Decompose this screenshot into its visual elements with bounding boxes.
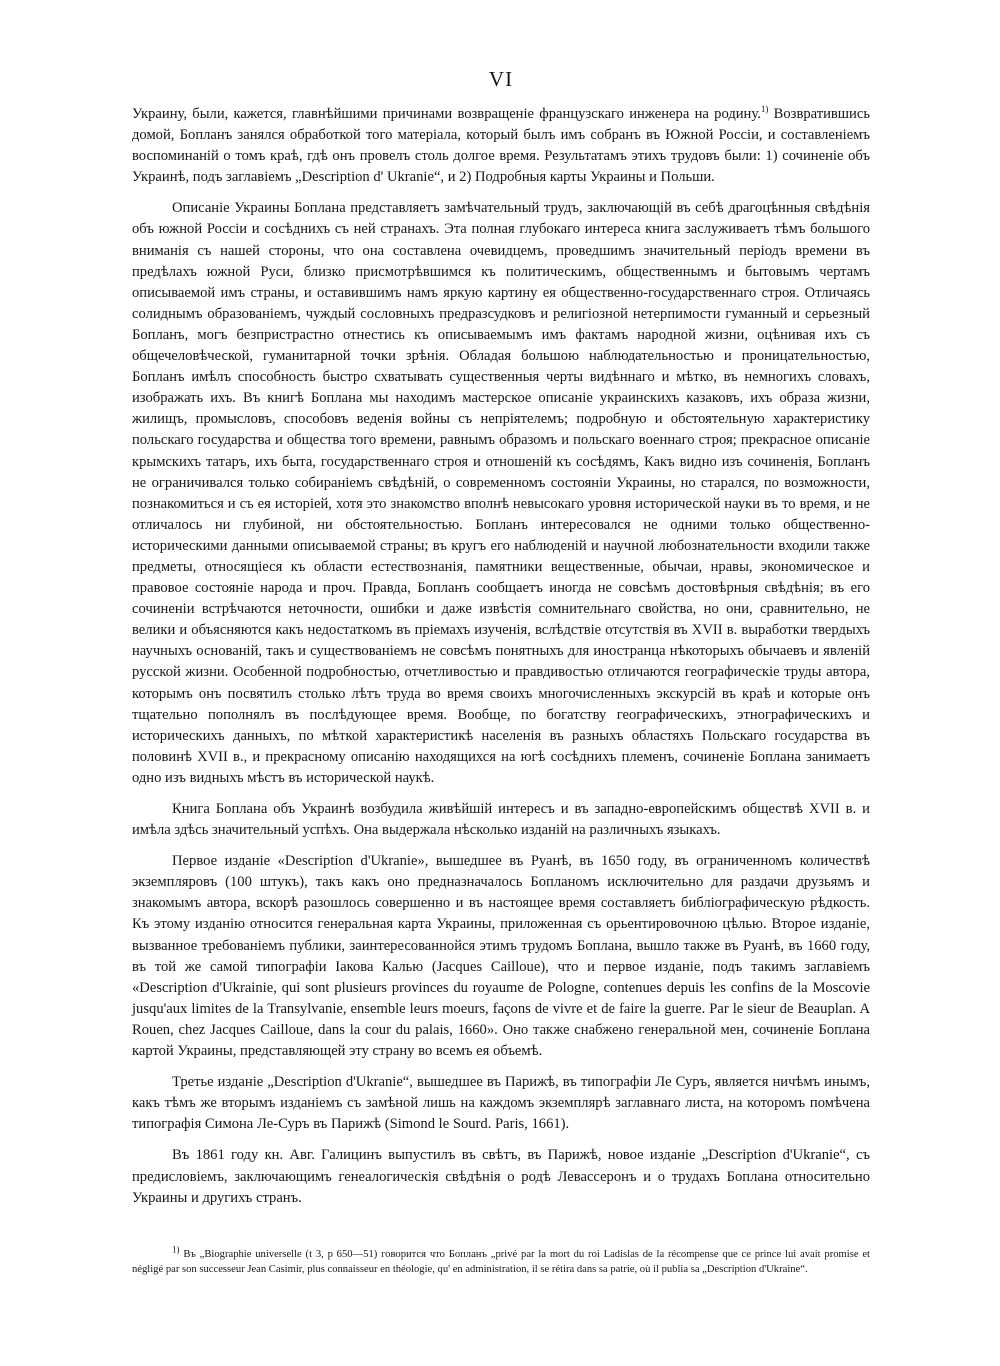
paragraph-1 (132, 104, 870, 188)
paragraph-1-text-continued: Возвратившись домой, Бопланъ занялся обработкой того матерiала, который былъ имъ собранъ въ Южной Россiи, и составленiемъ воспоминанiй о томъ краѣ, гдѣ онъ провелъ столь долгое время. Результатамъ этихъ трудовъ были: 1) сочиненiе объ Украинѣ, подъ заглавiемъ „Description d' Ukranie“, и 2) Подробныя карты Украины и Польши. (132, 106, 870, 186)
document-page (132, 66, 870, 1277)
paragraph-4: Первое изданiе «Description d'Ukranie», вышедшее въ Руанѣ, въ 1650 году, въ ограниченномъ количествѣ экземпляровъ (100 штукъ), такъ какъ оно предназначалось Бопланомъ исключительно для раздачи друзьямъ и знакомымъ автора, вскорѣ разошлось совершенно и въ настоящее время составляетъ библiографическую рѣдкость. Къ этому изданiю относится генеральная карта Украины, приложенная съ орьентировочною цѣлью. Второе изданiе, вызванное требованiемъ публики, заинтересованнойся этимъ трудомъ Боплана, вышло также въ Руанѣ, въ 1660 году, въ той же самой типографiи Iакова Калью (Jacques Cailloue), что и первое изданiе, подъ такимъ заглавiемъ «Description d'Ukrainie, qui sont plusieurs provinces du royaume de Pologne, contenues depuis les confins de la Moscovie jusqu'aux limites de la Transylvanie, ensemble leurs moeurs, façons de vivre et de faire la guerre. Par le sieur de Beauplan. A Rouen, chez Jacques Cailloue, dans la cour du palais, 1660». Оно также снабжено генеральной мен, сочиненiе Боплана картой Украины, представляющей эту страну во всемъ ея объемѣ. (132, 853, 870, 1060)
footnotes-section (132, 1244, 870, 1277)
paragraph-1-text: Украину, были, кажется, главнѣйшими причинами возвращенiе французскаго инженера на родину. (132, 106, 761, 122)
footnote-text: Въ „Biographie universelle (t 3, p 650—51) говорится что Бопланъ „privé par la mort du roi Ladislas de la récompense que ce prince lui avait promise et négligé par son successeur Jean Casimir, plus connaisseur en théologie, qu' en administration, il se rétira dans sa patrie, où il publia sa „Description d'Ukraine“. (132, 1248, 870, 1275)
footnote-1 (132, 1244, 870, 1277)
paragraph-3: Книга Боплана объ Украинѣ возбудила живѣйшiй интересъ и въ западно-европейскимъ обществѣ XVII в. и имѣла здѣсь значительный успѣхъ. Она выдержала нѣсколько изданiй на различныхъ языкахъ. (132, 801, 870, 839)
page-number: VI (488, 67, 514, 91)
footnote-mark: 1) (172, 1244, 180, 1255)
paragraph-6: Въ 1861 году кн. Авг. Галицинъ выпустилъ въ свѣтъ, въ Парижѣ, новое изданiе „Description d'Ukranie“, съ предисловiемъ, заключающимъ генеалогическiя свѣдѣнiя о родѣ Левассеронъ и о трудахъ Боплана относительно Украины и другихъ странъ. (132, 1147, 870, 1206)
paragraph-2: Описанiе Украины Боплана представляетъ замѣчательный трудъ, заключающiй въ себѣ драгоцѣнныя свѣдѣнiя объ южной Россiи и сосѣднихъ съ ней странахъ. Эта полная глубокаго интереса книга заслуживаетъ тѣмъ большого вниманiя съ нашей стороны, что она составлена очевидцемъ, проведшимъ значительный перiодъ времени въ предѣлахъ южной Руси, близко присмотрѣвшимся къ политическимъ, общественнымъ и бытовымъ чертамъ описываемой имъ страны, и оставившимъ намъ яркую картину ея общественно-государственнаго строя. Отличаясь солиднымъ образованiемъ, чуждый сословныхъ предразсудковъ и религiозной нетерпимости гуманный и серьезный Бопланъ, могъ безпристрастно отнестись къ описываемымъ имъ фактамъ народной жизни, оцѣнивая ихъ съ общечеловѣческой, гуманитарной точки зрѣнiя. Обладая большою наблюдательностью и проницательностью, Бопланъ имѣлъ способность быстро схватывать существенныя черты видѣннаго и мѣтко, въ немногихъ словахъ, изображать ихъ. Въ книгѣ Боплана мы находимъ мастерское описанiе украинскихъ казаковъ, ихъ образа жизни, жилищъ, промысловъ, способовъ веденiя войны съ непрiятелемъ; подробную и обстоятельную характеристику польскаго государства и общества того времени, равнымъ образомъ и польскаго военнаго строя; прекрасное описанiе крымскихъ татаръ, ихъ быта, государственнаго строя и отношенiй къ сосѣдямъ, Какъ видно изъ сочиненiя, Бопланъ не ограничивался только собиранiемъ свѣдѣнiй, о современномъ состоянiи Украины, но старался, по возможности, познакомиться и съ ея исторiей, хотя это знакомство вполнѣ невысокаго уровня исторической науки въ то время, и не отличалось ни глубиной, ни обстоятельностью. Бопланъ интересовался не одними только общественно-историческими данными описываемой страны; въ кругъ его наблюденiй и научной любознательности входили также предметы, относящiеся къ области естествознанiя, памятники вещественные, обычаи, нравы, экономическое и правовое состоянiе народа и проч. Правда, Бопланъ сообщаетъ иногда не совсѣмъ достовѣрныя свѣдѣнiя; въ его сочиненiи встрѣчаются неточности, ошибки и даже извѣстiя сомнительнаго свойства, но они, сравнительно, не велики и объясняются какъ недостаткомъ въ прiемахъ изученiя, вслѣдствiе отсутствiя въ XVII в. выработки твердыхъ научныхъ основанiй, такъ и существованiемъ не совсѣмъ понятныхъ для иностранца нѣкоторыхъ обычаевъ и явленiй русской жизни. Особенной подробностью, отчетливостью и правдивостью отличаются географическiе труды автора, которымъ онъ посвятилъ столько лѣтъ труда во время своихъ многочисленныхъ экскурсiй въ краѣ и которые онъ тщательно пополнялъ въ послѣдующее время. Вообще, по богатству географическихъ, этнографическихъ и историческихъ данныхъ, по мѣткой характеристикѣ населенiя въ разныхъ областяхъ Польскаго государства въ половинѣ XVII в., и прекрасному описанiю находящихся на югѣ сосѣднихъ племенъ, сочиненiе Боплана занимаетъ одно изъ видныхъ мѣстъ въ исторической наукѣ. (132, 200, 870, 786)
footnote-reference: 1) (760, 104, 769, 115)
paragraph-5: Третье изданiе „Description d'Ukranie“, вышедшее въ Парижѣ, въ типографiи Ле Суръ, является ничѣмъ инымъ, какъ тѣмъ же вторымъ изданiемъ съ замѣной лишь на каждомъ экземплярѣ заглавнаго листа, на которомъ помѣчена типографiя Симона Ле-Суръ въ Парижѣ (Simond le Sourd. Paris, 1661). (132, 1074, 870, 1133)
